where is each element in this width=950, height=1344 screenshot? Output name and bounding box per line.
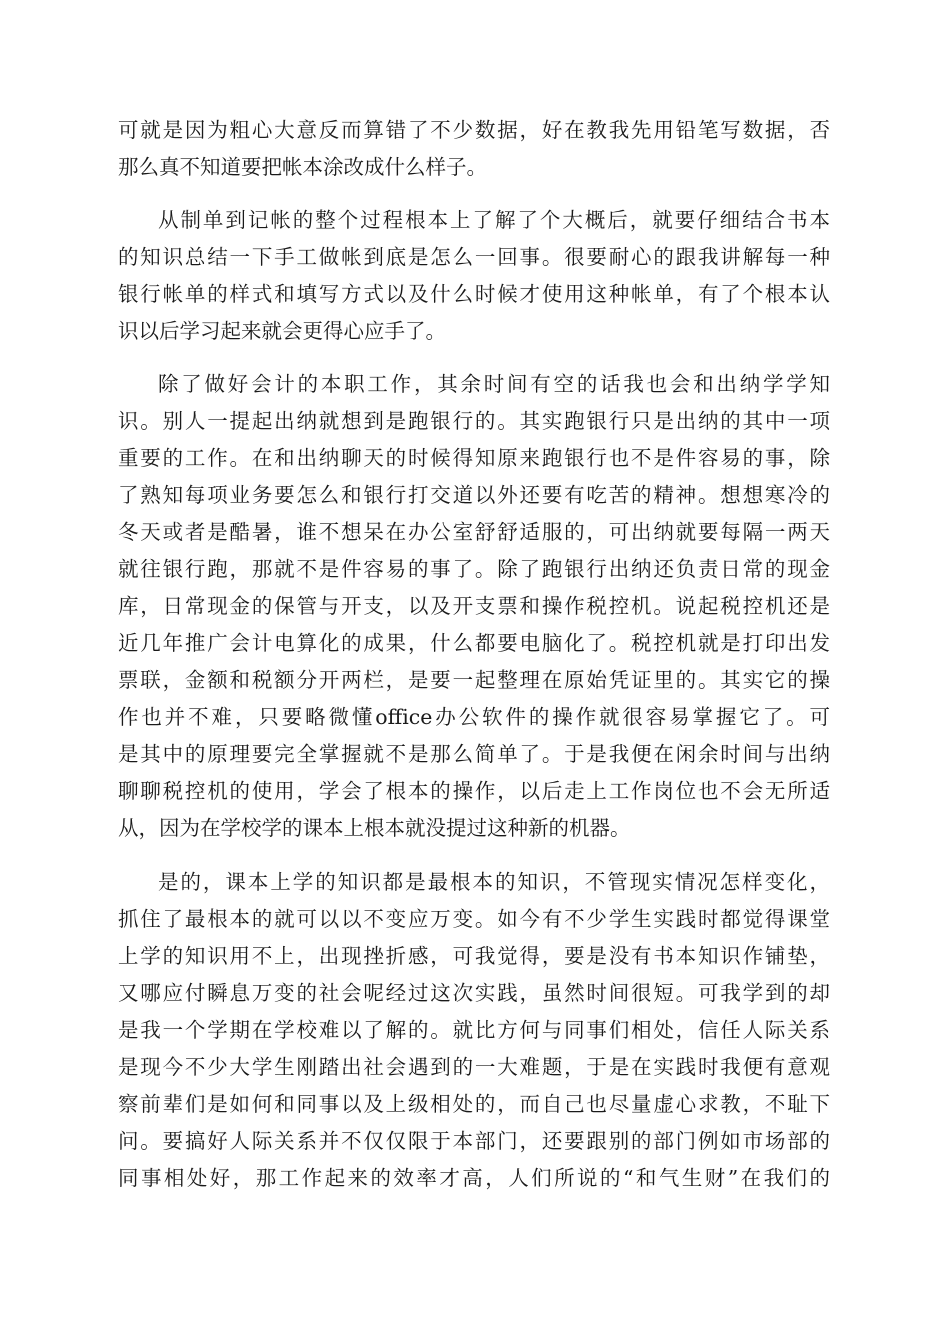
text-line: 近几年推广会计电算化的成果，什么都要电脑化了。税控机就是打印出发 (118, 631, 830, 655)
text-line: 除了做好会计的本职工作，其余时间有空的话我也会和出纳学学知 (158, 372, 830, 396)
text-line: 库，日常现金的保管与开支，以及开支票和操作税控机。说起税控机还是 (118, 594, 830, 618)
text-line: 是其中的原理要完全掌握就不是那么简单了。于是我便在闲余时间与出纳 (118, 742, 830, 766)
text-line: 那么真不知道要把帐本涂改成什么样子。 (118, 155, 487, 179)
text-line: 作也并不难，只要略微懂office办公软件的操作就很容易掌握它了。可 (118, 705, 830, 729)
text-line: 银行帐单的样式和填写方式以及什么时候才使用这种帐单，有了个根本认 (118, 282, 830, 306)
text-line: 是的，课本上学的知识都是最根本的知识，不管现实情况怎样变化， (158, 870, 830, 894)
text-line: 又哪应付瞬息万变的社会呢经过这次实践，虽然时间很短。可我学到的却 (118, 981, 830, 1005)
text-line: 察前辈们是如何和同事以及上级相处的，而自己也尽量虚心求教，不耻下 (118, 1092, 830, 1116)
text-line: 就往银行跑，那就不是件容易的事了。除了跑银行出纳还负责日常的现金 (118, 557, 830, 581)
text-line: 的知识总结一下手工做帐到底是怎么一回事。很要耐心的跟我讲解每一种 (118, 245, 830, 269)
text-line: 是我一个学期在学校难以了解的。就比方何与同事们相处，信任人际关系 (118, 1018, 830, 1042)
text-line: 从，因为在学校学的课本上根本就没提过这种新的机器。 (118, 816, 631, 840)
text-line: 上学的知识用不上，出现挫折感，可我觉得，要是没有书本知识作铺垫， (118, 944, 830, 968)
text-line: 票联，金额和税额分开两栏，是要一起整理在原始凭证里的。其实它的操 (118, 668, 830, 692)
text-line: 同事相处好，那工作起来的效率才高，人们所说的“和气生财”在我们的 (118, 1166, 830, 1190)
text-line: 识以后学习起来就会更得心应手了。 (118, 319, 446, 343)
text-line: 了熟知每项业务要怎么和银行打交道以外还要有吃苦的精神。想想寒冷的 (118, 483, 830, 507)
text-line: 是现今不少大学生刚踏出社会遇到的一大难题，于是在实践时我便有意观 (118, 1055, 830, 1079)
text-line: 从制单到记帐的整个过程根本上了解了个大概后，就要仔细结合书本 (158, 208, 830, 232)
text-line: 冬天或者是酷暑，谁不想呆在办公室舒舒适服的，可出纳就要每隔一两天 (118, 520, 830, 544)
text-line: 问。要搞好人际关系并不仅仅限于本部门，还要跟别的部门例如市场部的 (118, 1129, 830, 1153)
text-line: 重要的工作。在和出纳聊天的时候得知原来跑银行也不是件容易的事，除 (118, 446, 830, 470)
text-line: 抓住了最根本的就可以以不变应万变。如今有不少学生实践时都觉得课堂 (118, 907, 830, 931)
text-line: 识。别人一提起出纳就想到是跑银行的。其实跑银行只是出纳的其中一项 (118, 409, 830, 433)
text-line: 聊聊税控机的使用，学会了根本的操作，以后走上工作岗位也不会无所适 (118, 779, 830, 803)
text-line: 可就是因为粗心大意反而算错了不少数据，好在教我先用铅笔写数据，否 (118, 118, 830, 142)
